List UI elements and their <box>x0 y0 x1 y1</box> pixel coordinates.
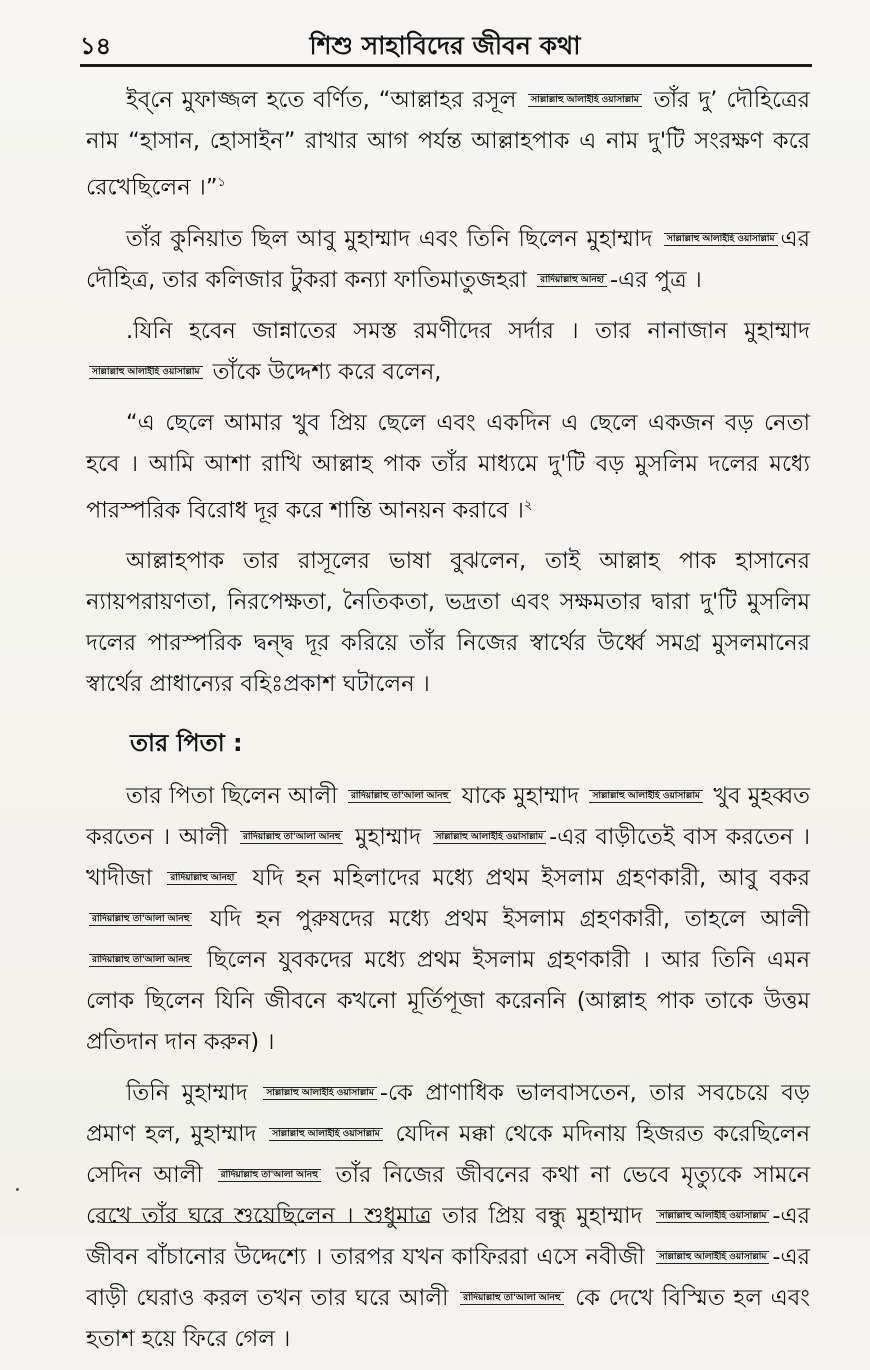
honorific-ra-icon: রাদিয়াল্লাহু তা'আলা আনহু <box>240 831 343 844</box>
honorific-saw-icon: সাল্লাল্লাহু আলাইহি ওয়াসাল্লাম <box>269 1128 383 1141</box>
text-segment: যদি হন মহিলাদের মধ্যে প্রথম ইসলাম গ্রহণকারী, আবু বকর <box>252 865 810 891</box>
honorific-ra-icon: রাদিয়াল্লাহু তা'আলা আনহু <box>460 1292 563 1305</box>
paragraph-7 <box>86 1073 810 1360</box>
text-segment: -এর বাড়ীতেই বাস করতেন । খাদীজা <box>86 824 810 891</box>
text-segment: -এর পুত্র । <box>610 266 702 293</box>
footnote-rule <box>100 1222 430 1223</box>
page-header <box>80 22 810 66</box>
paragraph-2 <box>86 219 810 301</box>
text-segment: তাঁর কুনিয়াত ছিল আবু মুহাম্মাদ এবং তিনি ছিলেন মুহাম্মাদ <box>126 225 653 252</box>
section-heading: তার পিতা : <box>130 729 243 757</box>
text-segment: খুব মুহব্বত করতেন । আলী <box>86 783 811 850</box>
running-title: শিশু সাহাবিদের জীবন কথা <box>309 31 581 60</box>
text-segment: মুহাম্মাদ <box>355 824 421 850</box>
text-segment: এর দৌহিত্র, তার কলিজার টুকরা কন্যা ফাতিমাতুজহরা <box>86 225 810 293</box>
text-segment: যেদিন মক্কা থেকে মদিনায় হিজরত করেছিলেন সেদিন আলী <box>86 1121 811 1188</box>
text-segment: -কে প্রাণাধিক ভালবাসতেন, তার সবচেয়ে বড় প্রমাণ হল, মুহাম্মাদ <box>86 1080 810 1147</box>
page-number: ১৪ <box>80 32 112 60</box>
text-segment: ছিলেন যুবকদের মধ্যে প্রথম ইসলাম গ্রহণকারী । আর তিনি এমন লোক ছিলেন যিনি জীবনে কখনো মূর্তিপূজা করেননি (আল্লাহ পাক তাকে উত্তম প্রতিদান দান করুন) । <box>86 947 810 1055</box>
honorific-saw-icon: সাল্লাল্লাহু আলাইহি ওয়াসাল্লাম <box>589 790 703 803</box>
text-segment: তিনি মুহাম্মাদ <box>126 1080 248 1106</box>
text-segment: যাকে মুহাম্মাদ <box>461 783 580 809</box>
honorific-ra-icon: রাদিয়াল্লাহু আনহা <box>167 872 237 885</box>
header-rule <box>80 64 812 67</box>
honorific-ra-icon: রাদিয়াল্লাহু আনহা <box>537 274 607 287</box>
text-segment: “এ ছেলে আমার খুব প্রিয় ছেলে এবং একদিন এ ছেলে একজন বড় নেতা হবে । আমি আশা রাখি আল্লাহ পাক তাঁর মাধ্যমে দু'টি বড় মুসলিম দলের মধ্যে পারস্পরিক বিরোধ দূর করে শান্তি আনয়ন করাবে । <box>86 409 810 523</box>
footnote-marker: ২ <box>523 497 533 513</box>
honorific-ra-icon: রাদিয়াল্লাহু তা'আলা আনহু <box>348 790 451 803</box>
text-segment: আল্লাহপাক তার রাসূলের ভাষা বুঝলেন, তাই আল্লাহ পাক হাসানের ন্যায়পরায়ণতা, নিরপেক্ষতা, নৈতিকতা, ভদ্রতা এবং সক্ষমতার দ্বারা দু'টি মুসলিম দলের পারস্পরিক দ্বন্দ্ব দূর করিয়ে তাঁর নিজের স্বার্থের উর্ধ্বে সমগ্র মুসলমানের স্বার্থের প্রাধান্যের বহিঃপ্রকাশ ঘটালেন । <box>86 548 810 697</box>
honorific-saw-icon: সাল্লাল্লাহু আলাইহি ওয়াসাল্লাম <box>89 366 203 379</box>
honorific-saw-icon: সাল্লাল্লাহু আলাইহি ওয়াসাল্লাম <box>433 831 547 844</box>
honorific-ra-icon: রাদিয়াল্লাহু তা'আলা আনহু <box>89 954 192 967</box>
text-segment: ইব্‌নে মুফাজ্জল হতে বর্ণিত, “আল্লাহর রসূল <box>126 87 517 113</box>
honorific-saw-icon: সাল্লাল্লাহু আলাইহি ওয়াসাল্লাম <box>263 1087 377 1100</box>
honorific-saw-icon: সাল্লাল্লাহু আলাইহি ওয়াসাল্লাম <box>656 1210 770 1223</box>
text-segment: -এর বাড়ী ঘেরাও করল তখন তার ঘরে আলী <box>86 1244 811 1311</box>
honorific-saw-icon: সাল্লাল্লাহু আলাইহি ওয়াসাল্লাম <box>656 1251 770 1264</box>
text-segment: যদি হন পুরুষদের মধ্যে প্রথম ইসলাম গ্রহণকারী, তাহলে আলী <box>210 906 810 932</box>
paragraph-6 <box>86 776 810 1063</box>
honorific-saw-icon: সাল্লাল্লাহু আলাইহি ওয়াসাল্লাম <box>664 233 778 246</box>
text-segment: তাঁর নিজের জীবনের কথা না ভেবে মৃত্যুকে সামনে রেখে তাঁর ঘরে শুয়েছিলেন । শুধুমাত্র তার প্রিয় বন্ধু মুহাম্মাদ <box>86 1162 811 1229</box>
body-text <box>86 80 810 1370</box>
text-segment: কে দেখে বিস্মিত হল এবং হতাশ হয়ে ফিরে গেল । <box>86 1285 810 1352</box>
paragraph-4-quote <box>86 403 810 532</box>
paragraph-5 <box>86 541 810 705</box>
text-segment: তাঁর দু’ দৌহিত্রের নাম “হাসান, হোসাইন” রাখার আগ পর্যন্ত আল্লাহপাক এ নাম দু'টি সংরক্ষণ করে রেখেছিলেন ।” <box>86 87 810 201</box>
honorific-ra-icon: রাদিয়াল্লাহু তা'আলা আনহু <box>218 1169 321 1182</box>
paragraph-1 <box>86 80 810 209</box>
paragraph-3 <box>86 311 810 393</box>
honorific-ra-icon: রাদিয়াল্লাহু তা'আলা আনহু <box>89 913 192 926</box>
text-segment: তার পিতা ছিলেন আলী <box>126 783 338 809</box>
text-segment: .যিনি হবেন জান্নাতের সমস্ত রমণীদের সর্দার । তার নানাজান মুহাম্মাদ <box>126 317 810 344</box>
footnote-marker: ১ <box>217 175 226 190</box>
honorific-saw-icon: সাল্লাল্লাহু আলাইহি ওয়াসাল্লাম <box>528 94 642 107</box>
text-segment: তাঁকে উদ্দেশ্য করে বলেন, <box>212 358 442 385</box>
text-segment: -এর জীবন বাঁচানোর উদ্দেশ্যে । তারপর যখন কাফিররা এসে নবীজী <box>86 1203 810 1270</box>
print-speck <box>16 1188 19 1191</box>
